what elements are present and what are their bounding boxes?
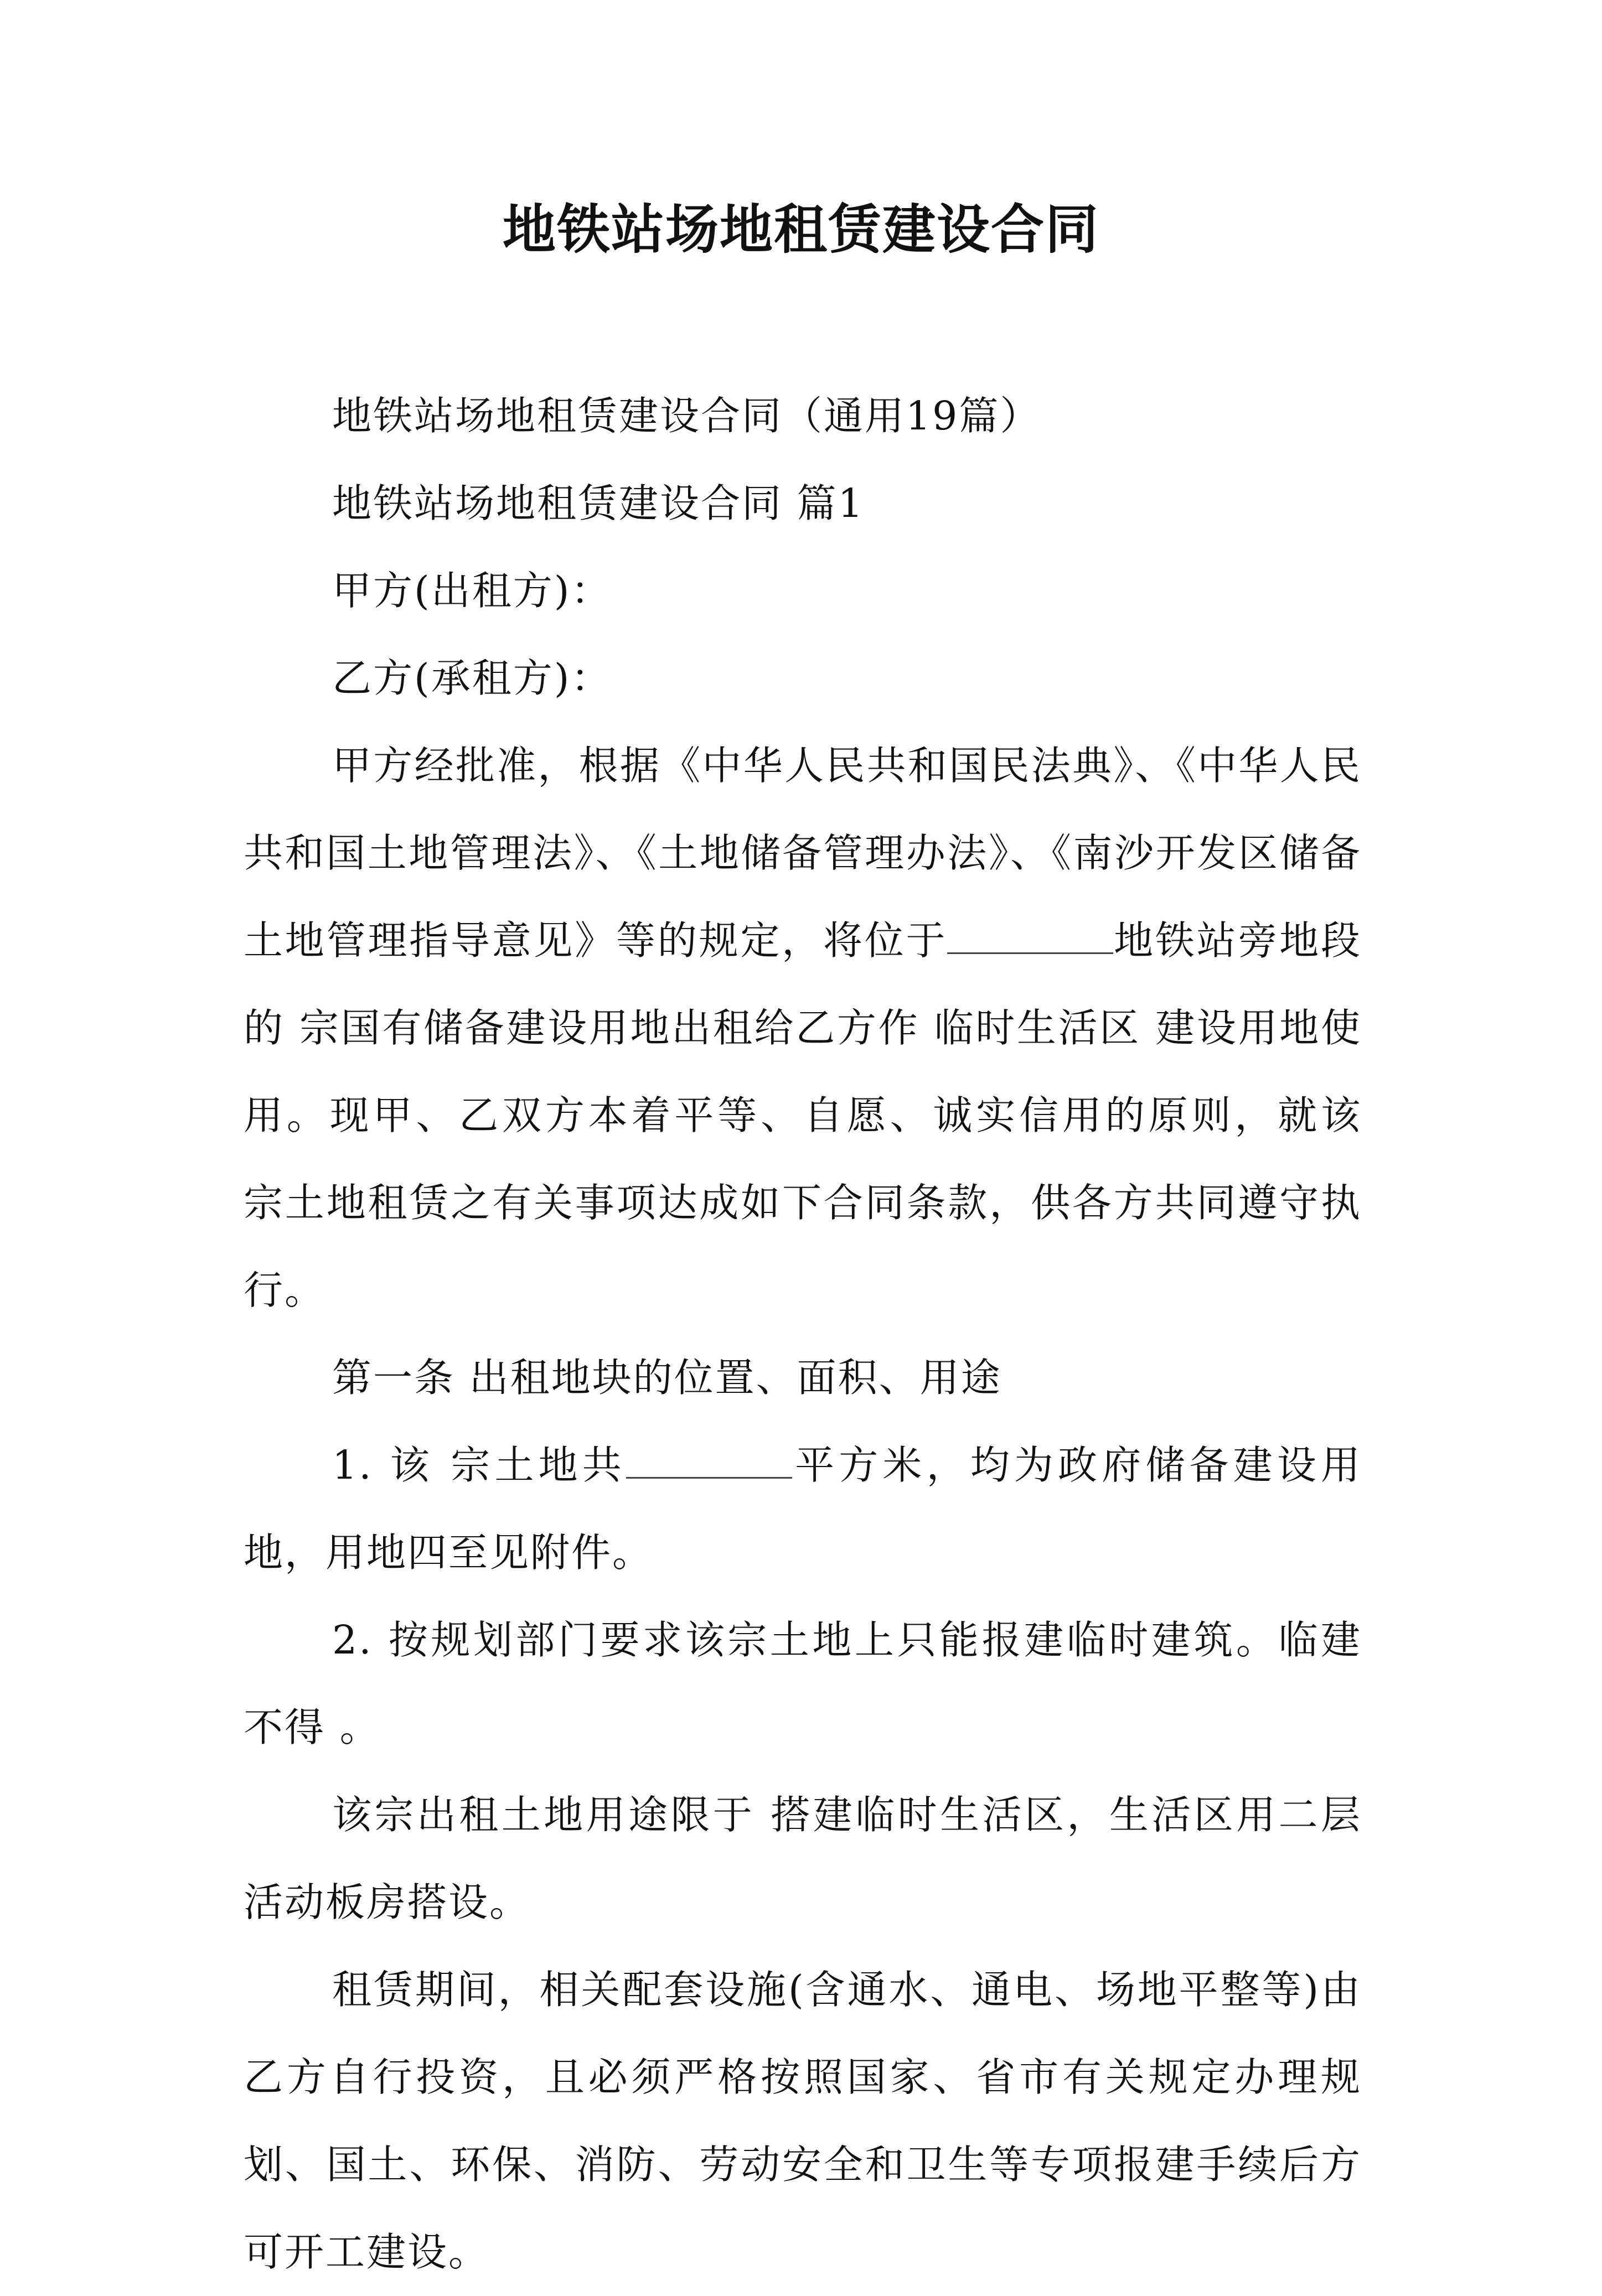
paragraph-facilities: 租赁期间，相关配套设施(含通水、通电、场地平整等)由乙方自行投资，且必须严格按照国家、省市有关规定办理规划、国土、环保、消防、劳动安全和卫生等专项报建手续后方可开工建设。 <box>244 1967 1362 2275</box>
paragraph-item-1 <box>244 1422 1362 1597</box>
paragraph-chapter-heading: 地铁站场地租赁建设合同 篇1 <box>332 480 865 526</box>
location-blank <box>947 914 1113 954</box>
paragraph-preamble <box>244 722 1362 1334</box>
paragraph-subtitle: 地铁站场地租赁建设合同（通用19篇） <box>332 393 1041 439</box>
document-title: 地铁站场地租赁建设合同 <box>503 198 1099 261</box>
paragraph-land-use: 该宗出租土地用途限于 搭建临时生活区，生活区用二层活动板房搭设。 <box>244 1792 1362 1925</box>
paragraph-article-1-heading: 第一条 出租地块的位置、面积、用途 <box>332 1355 1002 1401</box>
document-body <box>244 372 1362 2296</box>
item-1-text-before: 1. 该 宗土地共 <box>332 1442 626 1488</box>
item-1-text-after: 平方米，均为政府储备建设用地，用地四至见附件。 <box>244 1442 1362 1575</box>
paragraph-item-2: 2. 按规划部门要求该宗土地上只能报建临时建筑。临建不得 。 <box>244 1617 1362 1750</box>
preamble-text-after: 地铁站旁地段的 宗国有储备建设用地出租给乙方作 临时生活区 建设用地使用。现甲、乙双方本着平等、自愿、诚实信用的原则，就该 宗土地租赁之有关事项达成如下合同条款，供各方共同遵守执行。 <box>244 918 1362 1313</box>
paragraph-party-b: 乙方(承租方)： <box>332 655 612 701</box>
area-blank <box>626 1438 792 1479</box>
preamble-text-before: 甲方经批准，根据《中华人民共和国民法典》、《中华人民共和国土地管理法》、《土地储备管理办法》、《南沙开发区储备土地管理指导意见》等的规定，将位于 <box>244 743 1362 963</box>
paragraph-party-a: 甲方(出租方)： <box>332 568 612 614</box>
